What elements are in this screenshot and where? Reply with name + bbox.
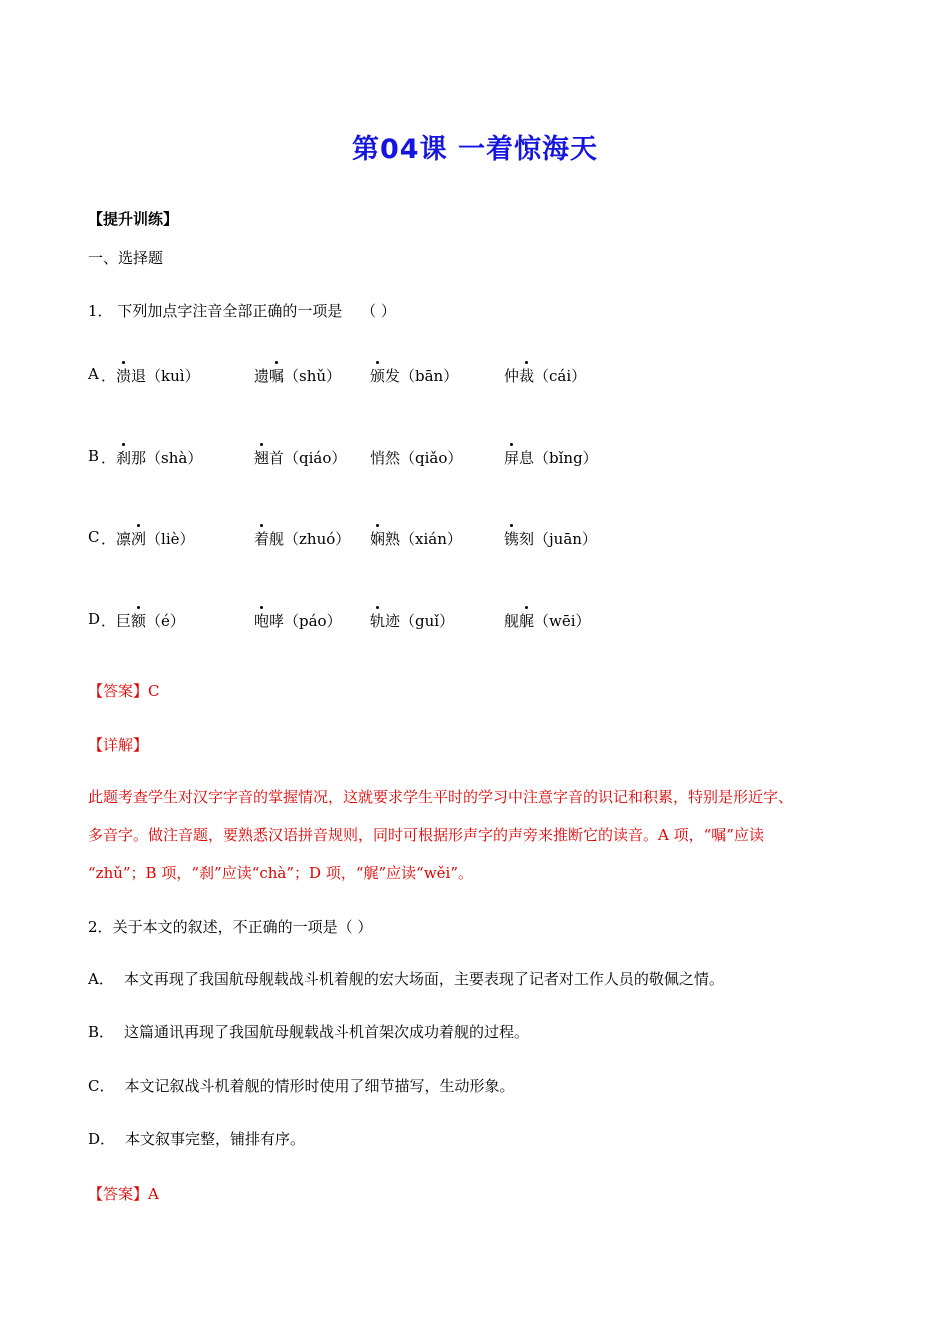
option-separator: ． [101,367,117,385]
option-text: 本文记叙战斗机着舰的情形时使用了细节描写，生动形象。 [124,1077,515,1095]
option-letter: C [88,528,100,546]
q2-option-b: B． 这篇通讯再现了我国航母舰载战斗机首架次成功着舰的过程。 [88,1023,530,1041]
question-text: 下列加点字注音全部正确的一项是 [117,302,343,320]
item-char: 巨 [116,612,132,630]
section-heading: 【提升训练】 [88,210,179,228]
option-a-item [370,365,458,386]
item-pinyin: 息（bǐng） [519,449,598,467]
explanation-line: “zhǔ”；B 项，“刹”应读“chà”；D 项，“艉”应读“wěi”。 [88,864,474,882]
item-pinyin: 迹（guǐ） [385,612,455,630]
dotted-char: 颁 [370,367,386,385]
dotted-char: 溃 [116,367,132,385]
q2-answer [88,1183,159,1204]
dotted-char: 艉 [519,612,535,630]
question-number: 1 [88,302,98,320]
dotted-char: 屏 [504,449,520,467]
option-a-item [254,365,341,386]
question-2-stem: 2．关于本文的叙述，不正确的一项是（ ） [88,918,373,936]
q2-option-a: A． 本文再现了我国航母舰载战斗机着舰的宏大场面，主要表现了记者对工作人员的敬佩之情。 [88,970,724,988]
option-c-item [254,528,350,549]
option-letter: A [88,970,99,988]
option-d-item [254,610,342,631]
question-text: 关于本文的叙述，不正确的一项是（ ） [112,918,373,936]
option-separator: ． [101,449,117,467]
item-char: 凛 [116,530,132,548]
dotted-char: 轨 [370,612,386,630]
item-pinyin: 发（bān） [385,367,459,385]
item-pinyin: 刻（juān） [519,530,597,548]
part-heading: 一、选择题 [88,249,164,267]
option-text: 本文再现了我国航母舰载战斗机着舰的宏大场面，主要表现了记者对工作人员的敬佩之情。 [123,970,724,988]
option-a-item [504,365,586,386]
answer-bracket: （ ） [361,302,396,320]
item-char: 仲 [504,367,520,385]
q2-option-c: C． 本文记叙战斗机着舰的情形时使用了细节描写，生动形象。 [88,1077,515,1095]
item-pinyin: 舰（zhuó） [269,530,351,548]
item-pinyin: （wēi） [534,612,591,630]
dotted-char: 裁 [519,367,535,385]
option-letter: B [88,1023,100,1041]
q2-option-d: D． 本文叙事完整，铺排有序。 [88,1130,306,1148]
option-c-item [504,528,597,549]
question-1-stem: 1． 下列加点字注音全部正确的一项是 （ ） [88,302,396,320]
item-pinyin: 那（shà） [131,449,203,467]
option-letter: A [88,365,99,383]
item-pinyin: （é） [146,612,185,630]
item-char: 遗 [254,367,270,385]
option-b-item [370,447,462,468]
option-text: 本文叙事完整，铺排有序。 [125,1130,306,1148]
dotted-char: 翘 [254,449,270,467]
dotted-char: 咆 [254,612,270,630]
item-pinyin: 悄然（qiǎo） [370,449,463,467]
dotted-char: 娴 [370,530,386,548]
question-number: 2 [88,918,98,936]
answer-value: A [148,1185,159,1203]
item-pinyin: （shǔ） [284,367,342,385]
option-d-item [116,610,185,631]
dotted-char: 冽 [131,530,147,548]
item-pinyin: 首（qiáo） [269,449,347,467]
option-d-item [504,610,591,631]
answer-value: C [148,682,160,700]
explanation-paragraph [88,778,793,892]
item-pinyin: 熟（xián） [385,530,462,548]
dotted-char: 刹 [116,449,132,467]
detail-label: 【详解】 [88,736,149,754]
page-title: 第04课 一着惊海天 [352,134,598,165]
option-b-item [254,447,346,468]
item-pinyin: （liè） [146,530,195,548]
item-pinyin: 哮（páo） [269,612,342,630]
dotted-char: 嘱 [269,367,285,385]
option-text: 这篇通讯再现了我国航母舰载战斗机首架次成功着舰的过程。 [124,1023,530,1041]
option-b-item [504,447,598,468]
answer-label: 【答案】 [88,1185,149,1203]
option-separator: ． [101,530,117,548]
dotted-char: 镌 [504,530,520,548]
option-b-item [116,447,202,468]
item-pinyin: （cái） [534,367,587,385]
option-letter: D [88,610,101,628]
item-pinyin: 退（kuì） [131,367,200,385]
explanation-line: 此题考查学生对汉字字音的掌握情况，这就要求学生平时的学习中注意字音的识记和积累，特别是形近字、 [88,788,794,806]
option-letter: B [88,447,100,465]
dotted-char: 着 [254,530,270,548]
answer-label: 【答案】 [88,682,149,700]
q1-answer [88,680,160,701]
explanation-line: 多音字。做注音题，要熟悉汉语拼音规则，同时可根据形声字的声旁来推断它的读音。A 项，“嘱”应读 [88,826,764,844]
option-letter: C [88,1077,100,1095]
option-separator: ． [101,612,117,630]
option-d-item [370,610,454,631]
option-c-item [116,528,195,549]
dotted-char: 额 [131,612,147,630]
option-c-item [370,528,462,549]
option-a-item [116,365,200,386]
item-char: 舰 [504,612,520,630]
option-letter: D [88,1130,101,1148]
